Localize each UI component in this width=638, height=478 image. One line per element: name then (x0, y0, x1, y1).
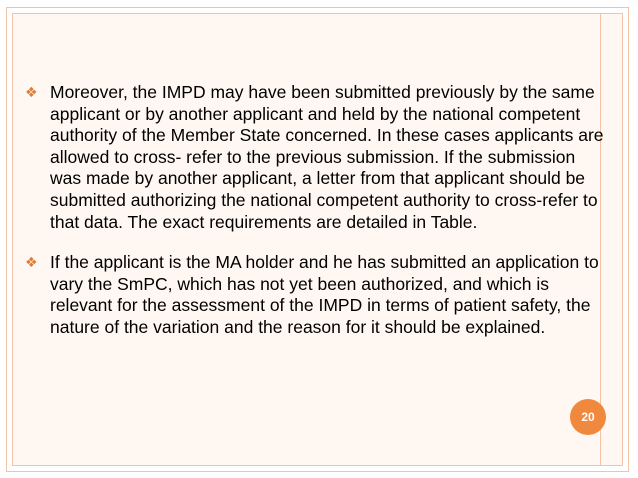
bullet-icon: ❖ (25, 255, 38, 272)
page-number-badge: 20 (570, 399, 606, 435)
bullet-item (25, 82, 605, 233)
bullet-text: Moreover, the IMPD may have been submitted previously by the same applicant or by another applicant and held by the national competent authority of the Member State concerned. In these cases applicants are allowed to cross- refer to the previous submission. If the submission was made by another applicant, a letter from that applicant should be submitted authorizing the national competent authority to cross-refer to that data. The exact requirements are detailed in Table. (50, 82, 604, 232)
bullet-text: If the applicant is the MA holder and he has submitted an application to vary the SmPC, which has not yet been authorized, and which is relevant for the assessment of the IMPD in terms of patient safety, the nature of the variation and the reason for it should be explained. (50, 252, 599, 337)
bullet-icon: ❖ (25, 85, 38, 101)
slide-content (25, 82, 605, 358)
bullet-item (25, 252, 605, 338)
